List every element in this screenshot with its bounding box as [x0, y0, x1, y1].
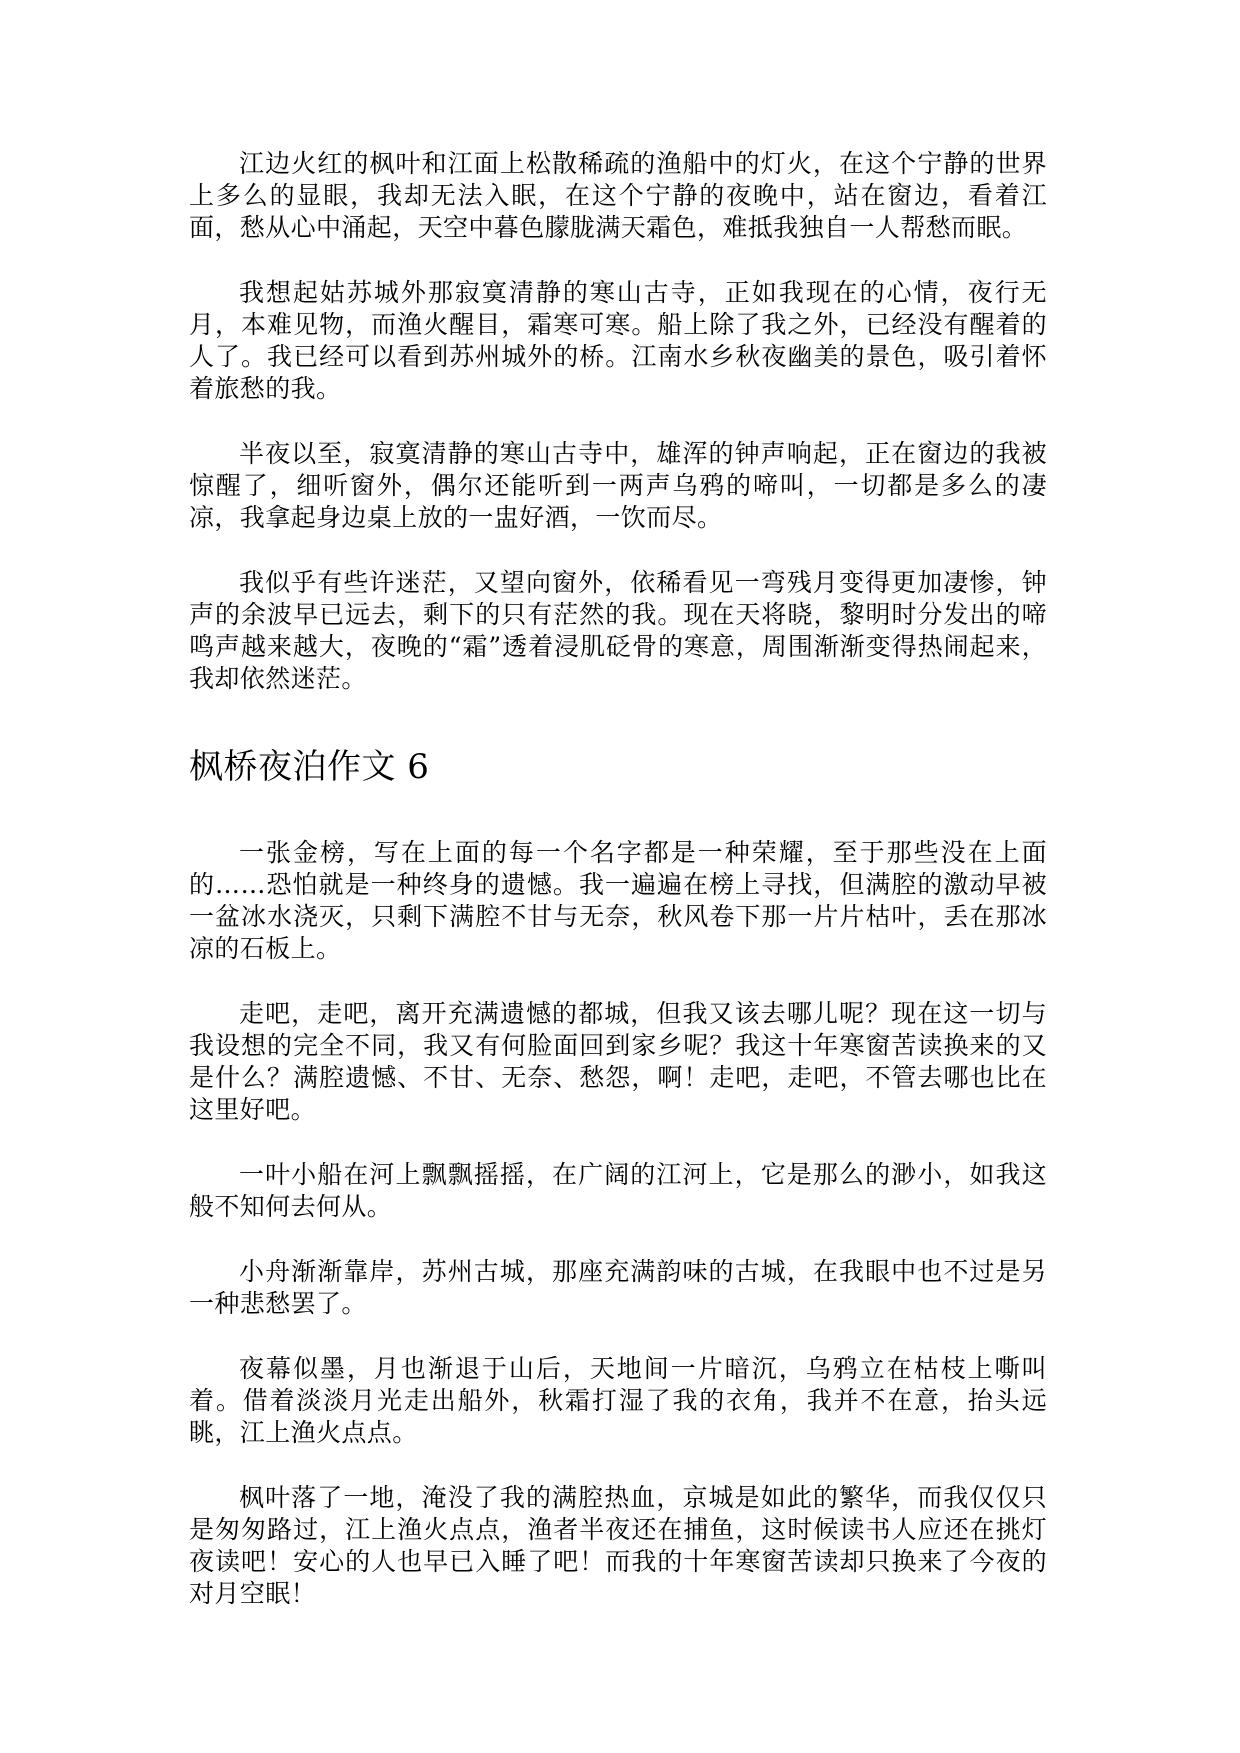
- paragraph: 枫叶落了一地，淹没了我的满腔热血，京城是如此的繁华，而我仅仅只是匆匆路过，江上渔火点点，渔者半夜还在捕鱼，这时候读书人应还在挑灯夜读吧！安心的人也早已入睡了吧！而我的十年寒窗苦读却只换来了今夜的对月空眠！: [189, 1483, 1047, 1608]
- document-body: [189, 148, 1047, 1610]
- paragraph: 夜幕似墨，月也渐退于山后，天地间一片暗沉，乌鸦立在枯枝上嘶叫着。借着淡淡月光走出船外，秋霜打湿了我的衣角，我并不在意，抬头远眺，江上渔火点点。: [189, 1354, 1047, 1447]
- section-heading: 枫桥夜泊作文 6: [189, 747, 430, 787]
- paragraph: 我想起姑苏城外那寂寞清静的寒山古寺，正如我现在的心情，夜行无月，本难见物，而渔火醒目，霜寒可寒。船上除了我之外，已经没有醒着的人了。我已经可以看到苏州城外的桥。江南水乡秋夜幽美的景色，吸引着怀着旅愁的我。: [189, 278, 1047, 403]
- paragraph: 半夜以至，寂寞清静的寒山古寺中，雄浑的钟声响起，正在窗边的我被惊醒了，细听窗外，偶尔还能听到一两声乌鸦的啼叫，一切都是多么的凄凉，我拿起身边桌上放的一盅好酒，一饮而尽。: [189, 439, 1047, 532]
- paragraph: 一张金榜，写在上面的每一个名字都是一种荣耀，至于那些没在上面的……恐怕就是一种终身的遗憾。我一遍遍在榜上寻找，但满腔的激动早被一盆冰水浇灭，只剩下满腔不甘与无奈，秋风卷下那一片片枯叶，丢在那冰凉的石板上。: [189, 838, 1047, 963]
- paragraph: 一叶小船在河上飘飘摇摇，在广阔的江河上，它是那么的渺小，如我这般不知何去何从。: [189, 1160, 1047, 1221]
- paragraph: 走吧，走吧，离开充满遗憾的都城，但我又该去哪儿呢？现在这一切与我设想的完全不同，我又有何脸面回到家乡呢？我这十年寒窗苦读换来的又是什么？满腔遗憾、不甘、无奈、愁怨，啊！走吧，走吧，不管去哪也比在这里好吧。: [189, 999, 1047, 1124]
- paragraph: 江边火红的枫叶和江面上松散稀疏的渔船中的灯火，在这个宁静的世界上多么的显眼，我却无法入眠，在这个宁静的夜晚中，站在窗边，看着江面，愁从心中涌起，天空中暮色朦胧满天霜色，难抵我独自一人帮愁而眠。: [189, 149, 1047, 242]
- paragraph: 我似乎有些许迷茫，又望向窗外，依稀看见一弯残月变得更加凄惨，钟声的余波早已远去，剩下的只有茫然的我。现在天将晓，黎明时分发出的啼鸣声越来越大，夜晚的“霜”透着浸肌砭骨的寒意，周围渐渐变得热闹起来，我却依然迷茫。: [189, 568, 1047, 693]
- paragraph: 小舟渐渐靠岸，苏州古城，那座充满韵味的古城，在我眼中也不过是另一种悲愁罢了。: [189, 1257, 1047, 1318]
